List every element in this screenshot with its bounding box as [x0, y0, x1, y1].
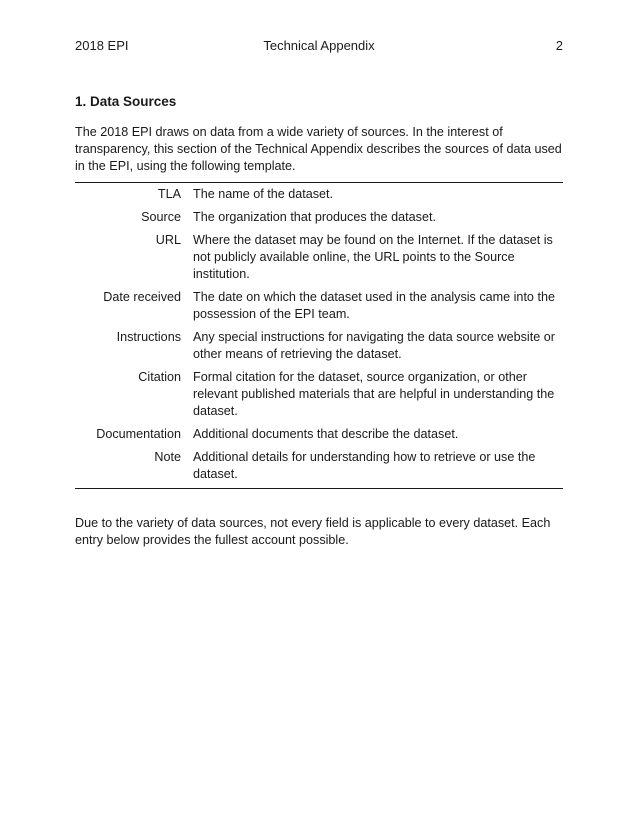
field-name: TLA: [157, 187, 181, 201]
page-header: [75, 37, 563, 55]
template-row: [75, 363, 563, 420]
template-row: [75, 183, 563, 204]
template-row: [75, 443, 563, 489]
field-description: The name of the dataset.: [193, 187, 334, 201]
template-row: [75, 283, 563, 323]
field-name: Documentation: [96, 427, 181, 441]
field-name: Date received: [103, 290, 181, 304]
template-table: [75, 182, 563, 489]
header-section-title: Technical Appendix: [263, 38, 375, 53]
field-description: Formal citation for the dataset, source organization, or other relevant published materials that are helpful in understanding the dataset.: [193, 370, 555, 418]
template-row: [75, 420, 563, 443]
field-name: Instructions: [116, 330, 181, 344]
field-description: The date on which the dataset used in the analysis came into the possession of the EPI team.: [193, 290, 555, 321]
field-name: Source: [141, 210, 181, 224]
section-heading: 1. Data Sources: [75, 94, 177, 109]
field-name: Citation: [138, 370, 181, 384]
field-description: Any special instructions for navigating the data source website or other means of retrieving the dataset.: [193, 330, 555, 361]
template-row: [75, 226, 563, 283]
outro-paragraph: Due to the variety of data sources, not every field is applicable to every dataset. Each entry below provides the fullest account possible.: [75, 516, 551, 547]
template-row: [75, 323, 563, 363]
header-report-title: 2018 EPI: [75, 38, 129, 53]
intro-paragraph: The 2018 EPI draws on data from a wide variety of sources. In the interest of transparency, this section of the Technical Appendix describes the sources of data used in the EPI, using the following template.: [75, 125, 562, 173]
field-description: Additional details for understanding how to retrieve or use the dataset.: [193, 450, 536, 481]
page-number: 2: [555, 38, 563, 53]
field-name: Note: [154, 450, 181, 464]
field-description: Where the dataset may be found on the Internet. If the dataset is not publicly available online, the URL points to the Source institution.: [193, 233, 553, 281]
field-description: The organization that produces the dataset.: [193, 210, 436, 224]
field-description: Additional documents that describe the dataset.: [193, 427, 459, 441]
field-name: URL: [155, 233, 181, 247]
template-row: [75, 203, 563, 226]
